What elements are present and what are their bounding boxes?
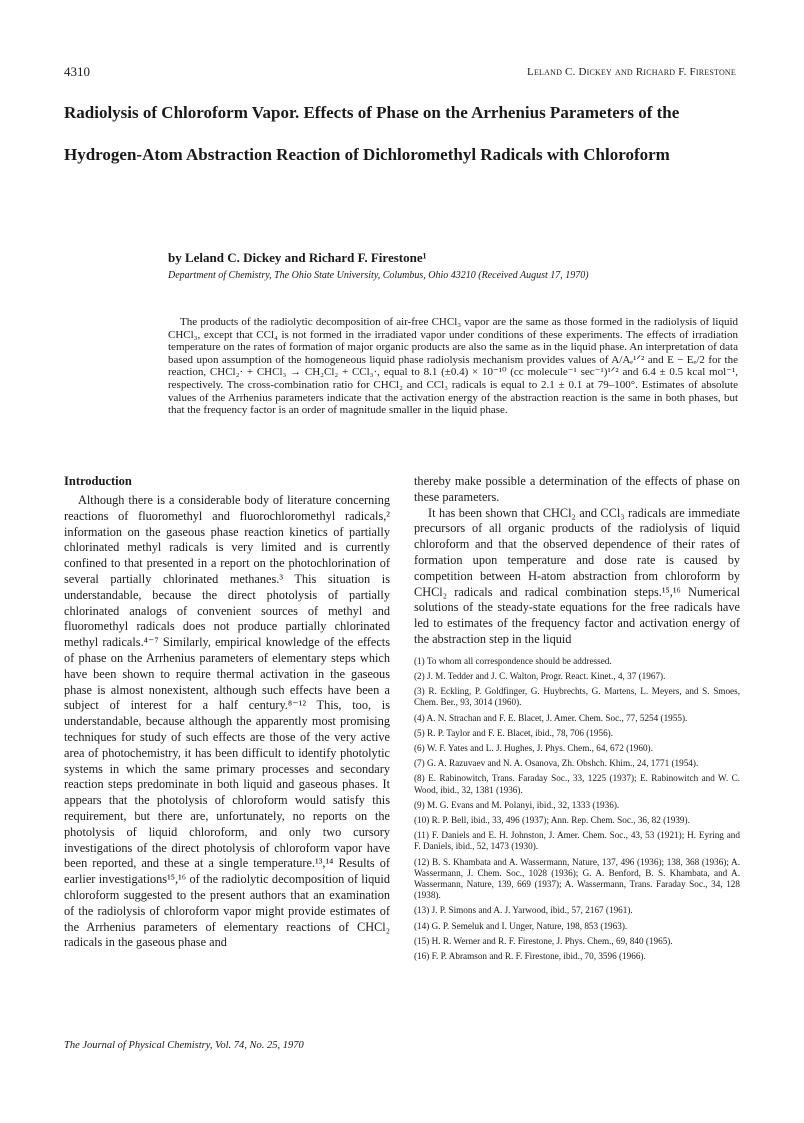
journal-footer: The Journal of Physical Chemistry, Vol. 74, No. 25, 1970 — [64, 1040, 304, 1051]
reference-item: (2) J. M. Tedder and J. C. Walton, Progr. React. Kinet., 4, 37 (1967). — [414, 670, 666, 681]
reference-item: (15) H. R. Werner and R. F. Firestone, J. Phys. Chem., 69, 840 (1965). — [414, 935, 673, 946]
reference-item: (11) F. Daniels and E. H. Johnston, J. Amer. Chem. Soc., 43, 53 (1921); H. Eyring and F. Daniels, ibid., 52, 1473 (1930). — [414, 830, 740, 852]
reference-item: (14) G. P. Semeluk and I. Unger, Nature, 198, 853 (1963). — [414, 920, 628, 931]
section-heading-introduction: Introduction — [64, 474, 132, 488]
reference-item: (7) G. A. Razuvaev and N. A. Osanova, Zh. Obshch. Khim., 24, 1771 (1954). — [414, 758, 699, 769]
left-column — [64, 474, 390, 951]
running-header-authors: Leland C. Dickey and Richard F. Firestone — [527, 66, 736, 78]
body-paragraph-continued: thereby make possible a determination of the effects of phase on these parameters. — [414, 474, 740, 504]
reference-item: (12) B. S. Khambata and A. Wassermann, Nature, 137, 496 (1936); 138, 368 (1936); A. Wassermann, J. Chem. Soc., 1028 (1936); G. A. Benford, B. S. Khambata, and A. Wassermann, Nature, 139, 669 (1937); A. Wassermann, Trans. Faraday Soc., 34, 128 (1938). — [414, 856, 740, 901]
reference-item: (1) To whom all correspondence should be addressed. — [414, 655, 612, 666]
reference-item: (6) W. F. Yates and L. J. Hughes, J. Phys. Chem., 64, 672 (1960). — [414, 742, 653, 753]
reference-item: (5) R. P. Taylor and F. E. Blacet, ibid., 78, 706 (1956). — [414, 727, 614, 738]
body-paragraph: It has been shown that CHCl₂ and CCl₃ radicals are immediate precursors of all organic products of the radiolysis of liquid chloroform and that the observed dependence of their rates of formation upon temperature and dose rate is caused by competition between H-atom abstraction from chloroform by CHCl₂ radicals and radical combination steps.¹⁵,¹⁶ Numerical solutions of the steady-state equations for the free radicals have led to estimates of the frequency factor and activation energy of the abstraction step in the liquid — [414, 505, 740, 646]
reference-item: (4) A. N. Strachan and F. E. Blacet, J. Amer. Chem. Soc., 77, 5254 (1955). — [414, 712, 688, 723]
reference-item: (3) R. Eckling, P. Goldfinger, G. Huybrechts, G. Martens, L. Meyers, and S. Smoes, Chem. Ber., 93, 3014 (1960). — [414, 686, 740, 708]
abstract-text: The products of the radiolytic decomposition of air-free CHCl₃ vapor are the same as those formed in the radiolysis of liquid CHCl₃, except that CCl₄ is not formed in the irradiated vapor under conditions of these experiments. The effects of irradiation temperature on the rates of formation of major organic products are also the same as in the liquid phase. An interpretation of data based upon assumption of the homogeneous liquid phase radiolysis mechanism provides values of A/Aₑ¹ᐟ² and E − Eₑ/2 for the reaction, CHCl₂· + CHCl₃ → CH₂Cl₂ + CCl₃·, equal to 8.1 (±0.4) × 10⁻¹⁰ (cc molecule⁻¹ sec⁻¹)¹ᐟ² and 6.4 ± 0.5 kcal mol⁻¹, respectively. The cross-combination ratio for CHCl₂ and CCl₃ radicals is equal to 2.1 ± 0.1 at 79–100°. Estimates of absolute values of the Arrhenius parameters indicate that the activation energy of the abstraction reaction is the same in both phases, but that the frequency factor is an order of magnitude smaller in the liquid phase. — [168, 316, 738, 417]
right-column — [414, 474, 740, 966]
reference-item: (10) R. P. Bell, ibid., 33, 496 (1937); Ann. Rep. Chem. Soc., 36, 82 (1939). — [414, 815, 690, 825]
article-title: Radiolysis of Chloroform Vapor. Effects of Phase on the Arrhenius Parameters of the Hydrogen-Atom Abstraction Reaction of Dichloromethyl Radicals with Chloroform — [64, 103, 680, 164]
author-affiliation: Department of Chemistry, The Ohio State University, Columbus, Ohio 43210 (Received August 17, 1970) — [168, 270, 589, 281]
abstract — [168, 316, 738, 417]
reference-item: (16) F. P. Abramson and R. F. Firestone, ibid., 70, 3596 (1966). — [414, 951, 646, 962]
references-list — [414, 656, 740, 962]
intro-paragraph: Although there is a considerable body of literature concerning reactions of fluoromethyl and fluorochloromethyl radicals,² information on the gaseous phase reaction kinetics of partially chlorinated methyl radicals is very limited and is currently confined to that presented in a report on the photochlorination of several partially chlorinated methanes.³ This situation is understandable, because the direct photolysis of partially chlorinated analogs of convenient sources of methyl and fluoromethyl radicals does not produce partially chlorinated methyl radicals.⁴⁻⁷ Similarly, empirical knowledge of the effects of phase on the Arrhenius parameters of elementary steps which have been shown to require thermal activation in the gaseous phase is almost nonexistent, although such effects have been a subject of interest for a half century.⁸⁻¹² This, too, is understandable, because although the apparently most promising techniques for study of such effects are those of the very active area of photochemistry, it has been difficult to identify photolytic systems in which the same primary processes and secondary reaction steps predominate in both liquid and gaseous phases. It appears that the photolysis of chloroform would satisfy this requirement, but there are, unfortunately, no reports on the photolysis of liquid chloroform, and only two cursory investigations of the direct photolysis of chloroform vapor have been reported, and these at a single temperature.¹³,¹⁴ Results of earlier investigations¹⁵,¹⁶ of the radiolytic decomposition of liquid chloroform suggested to the present authors that an examination of the radiolysis of chloroform vapor might provide estimates of the Arrhenius parameters of elementary reactions of CHCl₂ radicals in the gaseous phase and — [64, 493, 390, 950]
author-byline: by Leland C. Dickey and Richard F. Firestone¹ — [168, 250, 427, 265]
page-number: 4310 — [64, 64, 90, 79]
reference-item: (8) E. Rabinowitch, Trans. Faraday Soc., 33, 1225 (1937); E. Rabinowitch and W. C. Wood, ibid., 32, 1381 (1936). — [414, 773, 740, 795]
reference-item: (13) J. P. Simons and A. J. Yarwood, ibid., 57, 2167 (1961). — [414, 905, 633, 916]
reference-item: (9) M. G. Evans and M. Polanyi, ibid., 32, 1333 (1936). — [414, 799, 620, 810]
